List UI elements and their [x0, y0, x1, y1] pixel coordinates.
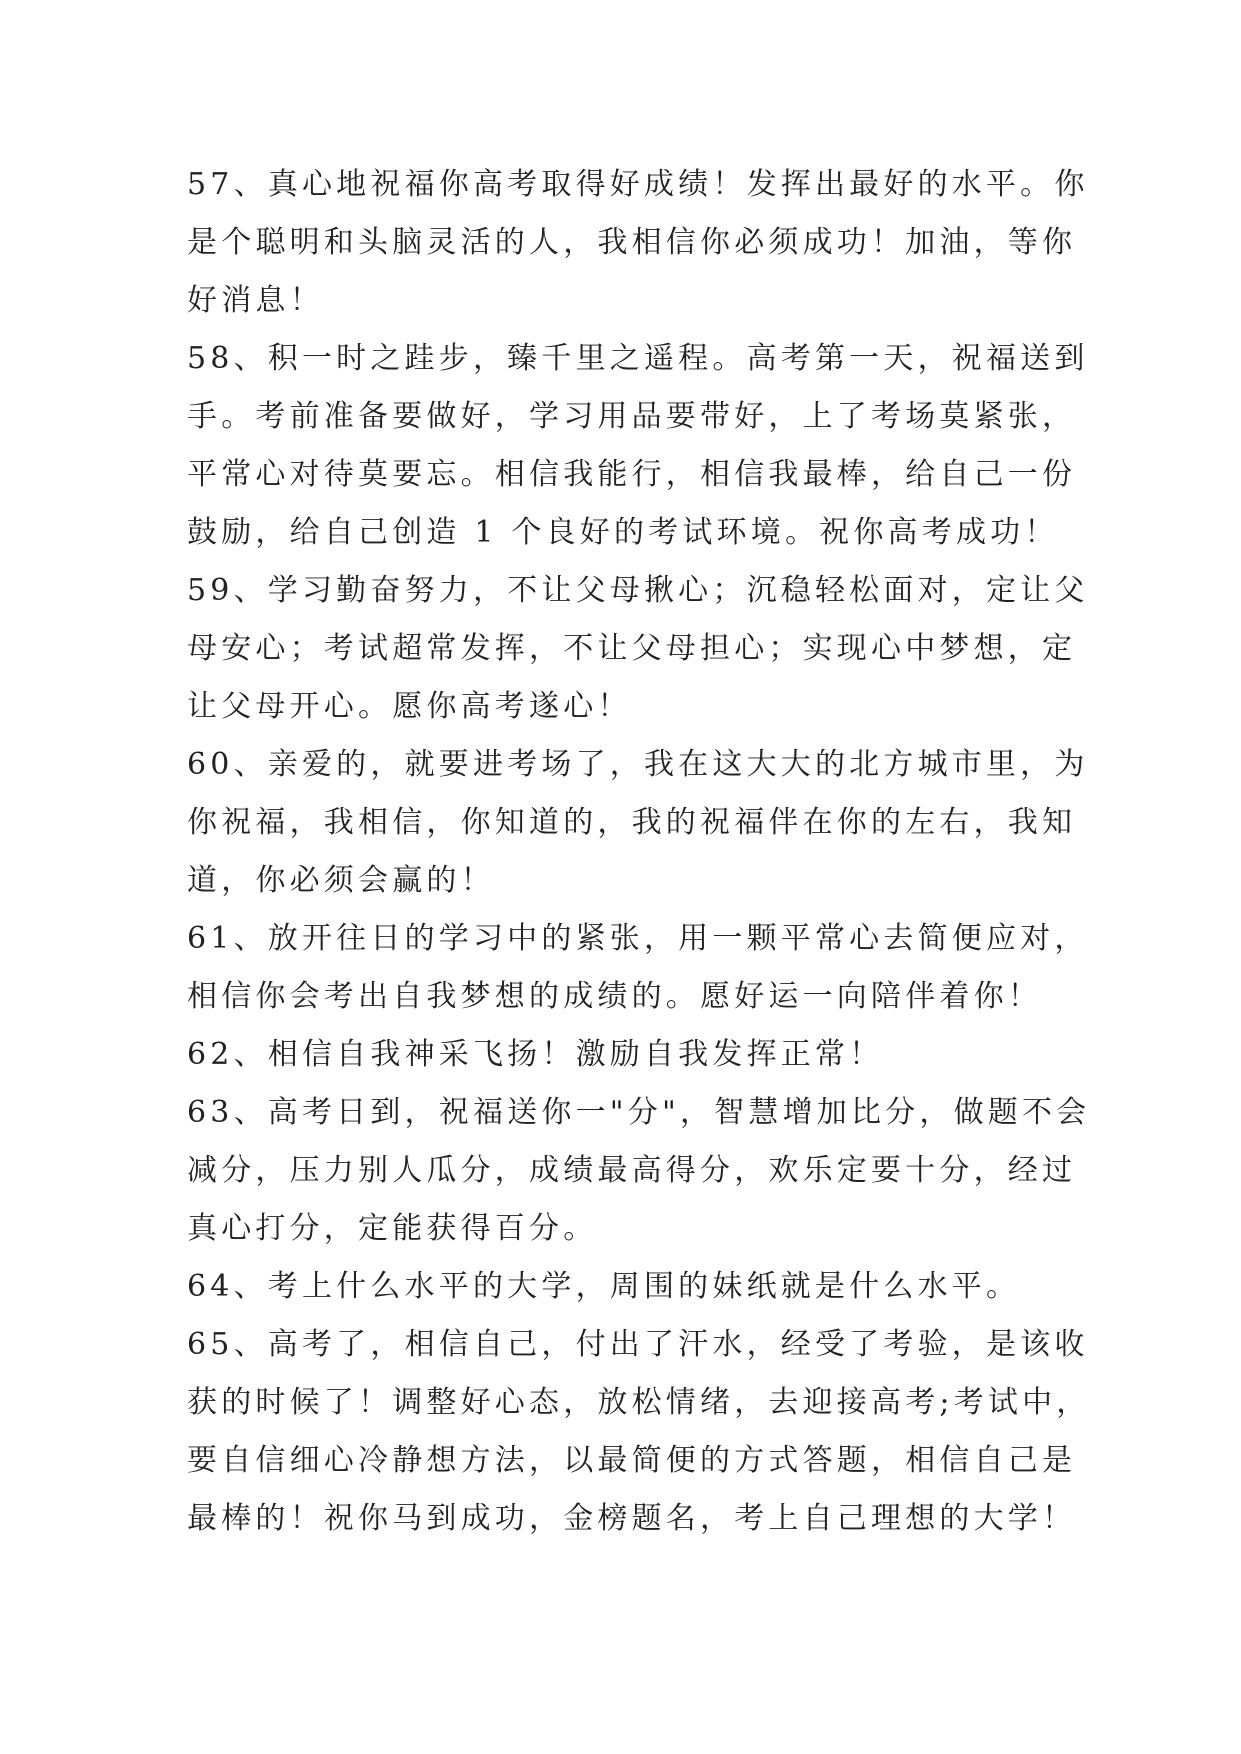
document-body: [187, 156, 1091, 1548]
text-line: 母安心；考试超常发挥，不让父母担心；实现心中梦想，定: [187, 631, 1077, 666]
text-line: 好消息！: [187, 283, 324, 318]
text-line: 手。考前准备要做好，学习用品要带好，上了考场莫紧张，: [187, 399, 1077, 434]
text-line: 65、高考了，相信自己，付出了汗水，经受了考验，是该收: [187, 1327, 1089, 1362]
text-line: 相信你会考出自我梦想的成绩的。愿好运一向陪伴着你！: [187, 979, 1042, 1014]
text-line: 鼓励，给自己创造 1 个良好的考试环境。祝你高考成功！: [187, 515, 1059, 550]
text-line: 获的时候了！调整好心态，放松情绪，去迎接高考;考试中，: [187, 1385, 1091, 1420]
text-line: 你祝福，我相信，你知道的，我的祝福伴在你的左右，我知: [187, 805, 1077, 840]
text-line: 63、高考日到，祝福送你一"分"，智慧增加比分，做题不会: [187, 1095, 1091, 1130]
text-line: 减分，压力别人瓜分，成绩最高得分，欢乐定要十分，经过: [187, 1153, 1077, 1188]
text-line: 57、真心地祝福你高考取得好成绩！发挥出最好的水平。你: [187, 167, 1089, 202]
text-line: 平常心对待莫要忘。相信我能行，相信我最棒，给自己一份: [187, 457, 1077, 492]
text-line: 62、相信自我神采飞扬！激励自我发挥正常！: [187, 1037, 884, 1072]
text-line: 59、学习勤奋努力，不让父母揪心；沉稳轻松面对，定让父: [187, 573, 1089, 608]
text-line: 要自信细心冷静想方法，以最简便的方式答题，相信自己是: [187, 1443, 1077, 1478]
text-line: 60、亲爱的，就要进考场了，我在这大大的北方城市里，为: [187, 747, 1089, 782]
text-line: 让父母开心。愿你高考遂心！: [187, 689, 632, 724]
text-line: 58、积一时之跬步，臻千里之遥程。高考第一天，祝福送到: [187, 341, 1089, 376]
text-line: 64、考上什么水平的大学，周围的妹纸就是什么水平。: [187, 1269, 1021, 1304]
text-line: 是个聪明和头脑灵活的人，我相信你必须成功！加油，等你: [187, 225, 1077, 260]
text-line: 道，你必须会赢的！: [187, 863, 495, 898]
text-line: 真心打分，定能获得百分。: [187, 1211, 598, 1246]
text-line: 61、放开往日的学习中的紧张，用一颗平常心去简便应对，: [187, 921, 1089, 956]
text-line: 最棒的！祝你马到成功，金榜题名，考上自己理想的大学！: [187, 1501, 1077, 1536]
